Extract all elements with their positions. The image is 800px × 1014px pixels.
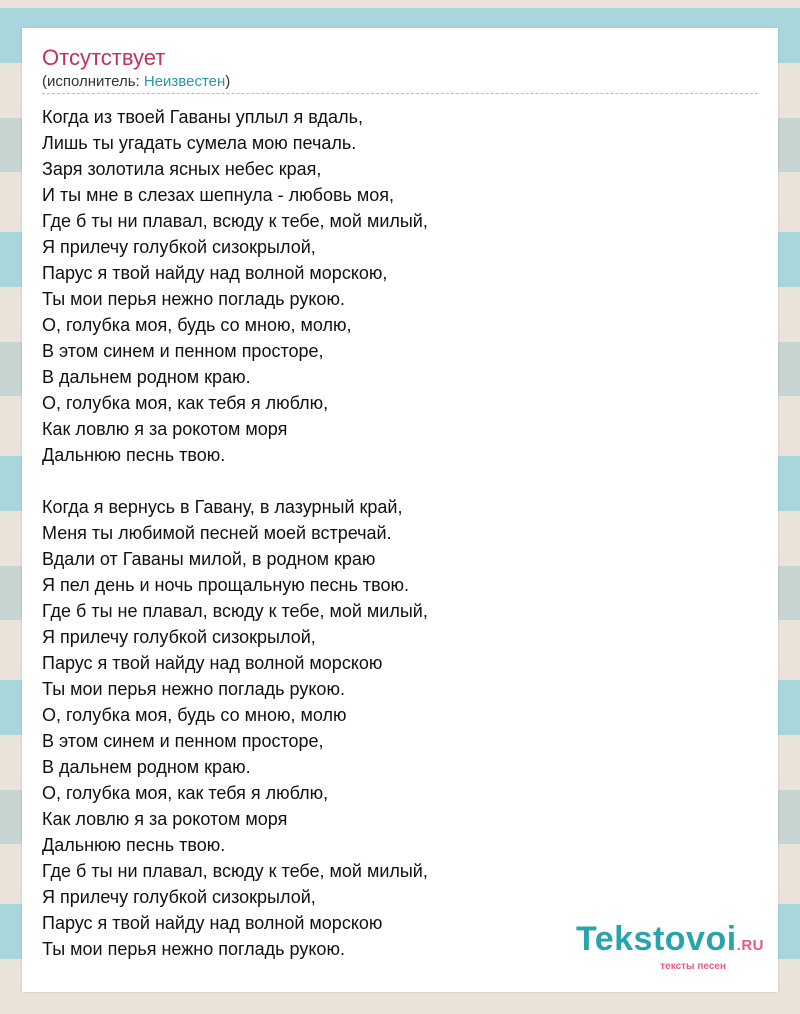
lyric-line: Ты мои перья нежно погладь рукою. <box>42 939 345 959</box>
lyric-line: Дальнюю песнь твою. <box>42 835 226 855</box>
lyric-line: Ты мои перья нежно погладь рукою. <box>42 289 345 309</box>
site-logo[interactable] <box>576 921 764 972</box>
logo-tld: .RU <box>736 937 764 954</box>
lyric-line: В дальнем родном краю. <box>42 367 251 387</box>
lyric-line: Парус я твой найду над волной морскою, <box>42 263 388 283</box>
lyric-line: И ты мне в слезах шепнула - любовь моя, <box>42 185 395 205</box>
lyric-line: Где б ты ни плавал, всюду к тебе, мой милый, <box>42 211 428 231</box>
song-title: Отсутствует <box>42 45 166 70</box>
artist-prefix: (исполнитель: <box>42 73 144 90</box>
stanza-gap <box>42 468 758 494</box>
logo-name: Tekstovoi <box>575 920 737 958</box>
lyric-line: Как ловлю я за рокотом моря <box>42 419 288 439</box>
lyrics-card <box>22 28 778 992</box>
lyric-line: Когда из твоей Гаваны уплыл я вдаль, <box>42 107 363 127</box>
artist-link[interactable]: Неизвестен <box>143 73 226 90</box>
lyric-line: В этом синем и пенном просторе, <box>42 341 324 361</box>
lyric-line: Где б ты не плавал, всюду к тебе, мой милый, <box>42 601 428 621</box>
lyric-line: Я прилечу голубкой сизокрылой, <box>42 237 316 257</box>
lyrics-body <box>42 104 758 962</box>
lyric-line: О, голубка моя, будь со мною, молю, <box>42 315 352 335</box>
lyric-line: О, голубка моя, будь со мною, молю <box>42 705 347 725</box>
lyric-line: О, голубка моя, как тебя я люблю, <box>42 393 329 413</box>
lyric-line: Заря золотила ясных небес края, <box>42 159 322 179</box>
lyric-line: Вдали от Гаваны милой, в родном краю <box>42 549 376 569</box>
lyric-line: Я прилечу голубкой сизокрылой, <box>42 887 316 907</box>
artist-suffix: ) <box>225 73 231 90</box>
lyric-line: Когда я вернусь в Гавану, в лазурный край, <box>42 497 403 517</box>
lyric-line: Ты мои перья нежно погладь рукою. <box>42 679 345 699</box>
title-divider <box>42 93 758 94</box>
lyric-line: В этом синем и пенном просторе, <box>42 731 324 751</box>
lyric-line: Как ловлю я за рокотом моря <box>42 809 288 829</box>
lyric-line: В дальнем родном краю. <box>42 757 251 777</box>
lyric-line: Дальнюю песнь твою. <box>42 445 226 465</box>
artist-line <box>42 73 230 91</box>
lyric-line: Парус я твой найду над волной морскою <box>42 913 383 933</box>
logo-tagline: тексты песен <box>660 961 726 972</box>
lyric-line: Парус я твой найду над волной морскою <box>42 653 383 673</box>
lyric-line: О, голубка моя, как тебя я люблю, <box>42 783 329 803</box>
lyric-line: Где б ты ни плавал, всюду к тебе, мой милый, <box>42 861 428 881</box>
lyric-line: Я пел день и ночь прощальную песнь твою. <box>42 575 409 595</box>
lyric-line: Меня ты любимой песней моей встречай. <box>42 523 392 543</box>
lyric-line: Лишь ты угадать сумела мою печаль. <box>42 133 357 153</box>
lyric-line: Я прилечу голубкой сизокрылой, <box>42 627 316 647</box>
